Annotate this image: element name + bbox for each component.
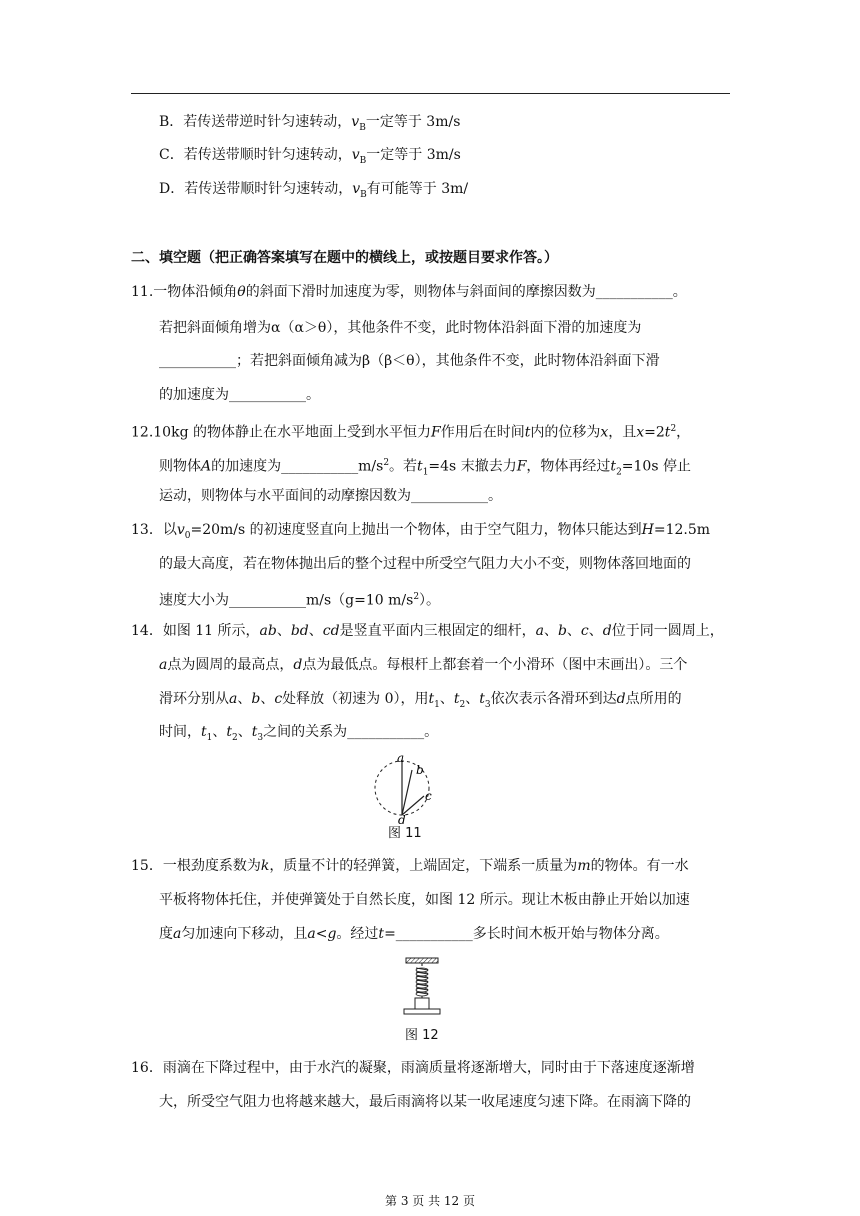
- figure-12-caption: 图 12: [405, 1028, 439, 1043]
- option-c: C．若传送带顺时针匀速转动，$v_B$一定等于 3m/s: [159, 147, 461, 166]
- q13-line3: 速度大小为___________m/s（g=10 $m/s^2$）。: [159, 592, 441, 609]
- label-a: a: [397, 752, 405, 765]
- q15-line3: 度a匀加速向下移动，且a<g。经过t=___________多长时间木板开始与物体分离。: [159, 926, 669, 942]
- q13-line2: 的最大高度，若在物体抛出后的整个过程中所受空气阻力大小不变，则物体落回地面的: [159, 556, 691, 572]
- page-footer: 第 3 页 共 12 页: [385, 1194, 475, 1208]
- label-d: d: [398, 813, 406, 824]
- option-d: D．若传送带顺时针匀速转动，$v_B$有可能等于 3m/: [159, 181, 469, 200]
- q11-line1: 11.一物体沿倾角θ的斜面下滑时加速度为零，则物体与斜面间的摩擦因数为___________。: [131, 284, 687, 300]
- q12-line1: 12.10kg 的物体静止在水平地面上受到水平恒力F作用后在时间t内的位移为x，且$x=2t^2$，: [131, 424, 691, 441]
- q11-line3: ___________；若把斜面倾角减为β（β＜θ），其他条件不变，此时物体沿斜面下滑: [159, 353, 660, 369]
- ceiling-support: [406, 958, 438, 963]
- label-c: c: [425, 789, 432, 803]
- figure-11-circle-diagram: [366, 752, 446, 824]
- q11-line2: 若把斜面倾角增为α（α＞θ），其他条件不变，此时物体沿斜面下滑的加速度为: [159, 320, 642, 336]
- q14-line3: 滑环分别从a、b、c处释放（初速为 0），用$t_1$、$t_2$、$t_3$依次表示各滑环到达d点所用的: [159, 691, 682, 710]
- q16-line1: 16．雨滴在下降过程中，由于水汽的凝聚，雨滴质量将逐渐增大，同时由于下落速度逐渐增: [131, 1060, 695, 1076]
- wooden-board: [404, 1009, 440, 1014]
- section-heading: 二、填空题（把正确答案填写在题中的横线上，或按题目要求作答。）: [131, 250, 558, 266]
- figure-11-caption: 图 11: [388, 826, 422, 841]
- header-rule: [131, 93, 730, 94]
- q14-line1: 14．如图 11 所示，ab、bd、cd是竖直平面内三根固定的细杆，a、b、c、d位于同一圆周上，: [131, 623, 724, 639]
- label-b: b: [416, 763, 424, 777]
- q12-line2: 则物体A的加速度为$\_\_\_\_\_\_\_\_\_\_\_m/s^2$。若$t_1=4s$ 末撤去力F，物体再经过$t_2=10s$ 停止: [159, 458, 691, 478]
- q16-line2: 大，所受空气阻力也将越来越大，最后雨滴将以某一收尾速度匀速下降。在雨滴下降的: [159, 1094, 691, 1110]
- q14-line2: a点为圆周的最高点，d点为最低点。每根杆上都套着一个小滑环（图中末画出）。三个: [159, 657, 688, 673]
- q12-line3: 运动，则物体与水平面间的动摩擦因数为___________。: [159, 488, 502, 504]
- q13-line1: 13．以$v_0=20m/s$ 的初速度竖直向上抛出一个物体，由于空气阻力，物体只能达到H=12.5m: [131, 522, 711, 541]
- mass-block: [415, 998, 429, 1009]
- q11-line4: 的加速度为___________。: [159, 387, 320, 403]
- q15-line2: 平板将物体托住，并使弹簧处于自然长度，如图 12 所示。现让木板由静止开始以加速: [159, 892, 690, 908]
- q15-line1: 15．一根劲度系数为k，质量不计的轻弹簧，上端固定，下端系一质量为m的物体。有一水: [131, 858, 689, 874]
- option-b: B．若传送带逆时针匀速转动，$v_B$一定等于 3m/s: [159, 114, 461, 133]
- figure-12-spring-diagram: [400, 956, 444, 1020]
- q14-line4: 时间，$t_1$、$t_2$、$t_3$之间的关系为___________。: [159, 724, 439, 743]
